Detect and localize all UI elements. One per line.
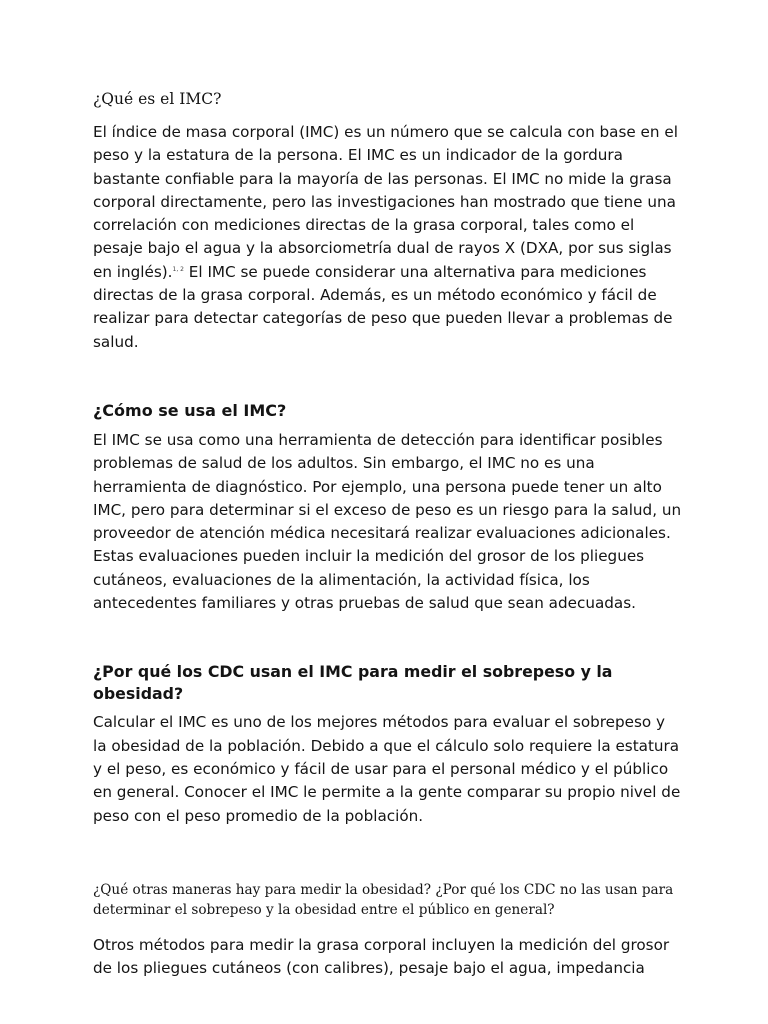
paragraph-text: El índice de masa corporal (IMC) es un número que se calcula con base en el peso y la estatura de la persona. El IMC es un indicador de la gordura bastante confiable para la mayoría de las personas. El IMC no mide la grasa corporal directamente, pero las investigaciones han mostrado que tiene una correlación con mediciones directas de la grasa corporal, tales como el pesaje bajo el agua y la absorciometría dual de rayos X (DXA, por sus siglas en inglés). [93,123,678,281]
section-heading-por-que-cdc: ¿Por qué los CDC usan el IMC para medir el sobrepeso y la obesidad? [93,662,613,704]
section-spacer [93,615,698,661]
section-heading-otras-maneras: ¿Qué otras maneras hay para medir la obesidad? ¿Por qué los CDC no las usan para determinar el sobrepeso y la obesidad entre el público en general? [93,881,674,918]
section-paragraph-otras-maneras: Otros métodos para medir la grasa corporal incluyen la medición del grosor de los pliegues cutáneos (con calibres), pesaje bajo el agua, impedancia [93,935,670,978]
section-paragraph-por-que-cdc: Calcular el IMC es uno de los mejores métodos para evaluar el sobrepeso y la obesidad de la población. Debido a que el cálculo solo requiere la estatura y el peso, es económico y fácil de usar para el personal médico y el público en general. Conocer el IMC le permite a la gente comparar su propio nivel de peso con el peso promedio de la población. [93,713,681,825]
section-spacer [93,354,698,400]
section-paragraph-que-es-imc [93,121,683,354]
reference-superscript[interactable]: 1, 2 [172,265,184,273]
section-heading-como-se-usa: ¿Cómo se usa el IMC? [93,400,287,420]
section-paragraph-como-se-usa: El IMC se usa como una herramienta de detección para identificar posibles problemas de salud de los adultos. Sin embargo, el IMC no es una herramienta de diagnóstico. Por ejemplo, una persona puede tener un alto IMC, pero para determinar si el exceso de peso es un riesgo para la salud, un proveedor de atención médica necesitará realizar evaluaciones adicionales. Estas evaluaciones pueden incluir la medición del grosor de los pliegues cutáneos, evaluaciones de la alimentación, la actividad física, los antecedentes familiares y otras pruebas de salud que sean adecuadas. [93,430,682,613]
section-heading-que-es-imc: ¿Qué es el IMC? [93,90,222,108]
paragraph-text: El IMC se puede considerar una alternativa para mediciones directas de la grasa corporal. Además, es un método económico y fácil de realizar para detectar categorías de peso que pueden llevar a problemas de salud. [93,262,673,351]
section-spacer [93,828,698,880]
